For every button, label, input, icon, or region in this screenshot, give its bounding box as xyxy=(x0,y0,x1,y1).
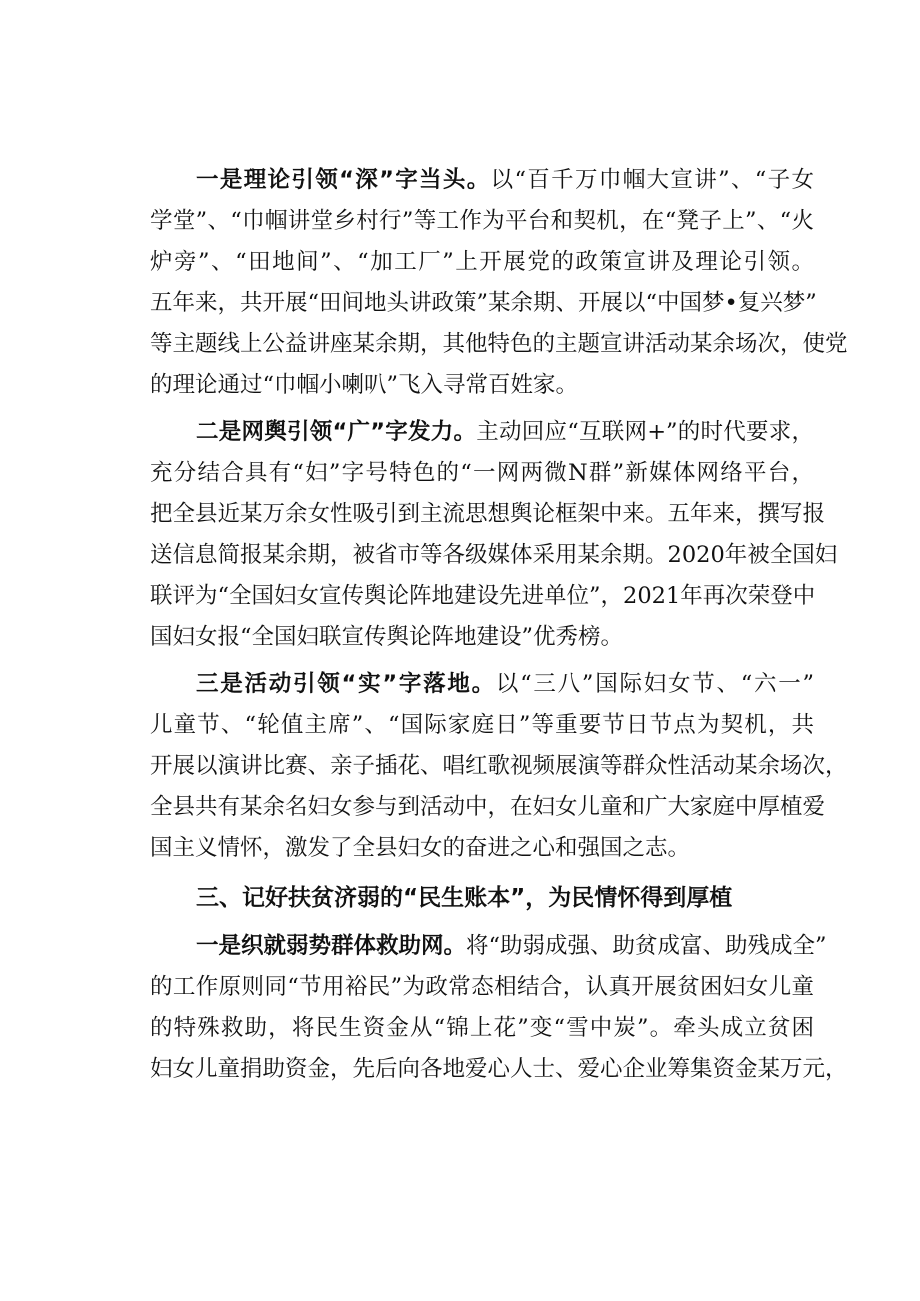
section-4-line-3: 的特殊救助，将民生资金从“锦上花”变“雪中炭”。牵头成立贫困 xyxy=(150,1015,814,1041)
section-3-line-1 xyxy=(196,668,814,700)
section-4-lead: 一是织就弱势群体救助网。 xyxy=(196,933,467,959)
section-heading: 三、记好扶贫济弱的“民生账本”，为民情怀得到厚植 xyxy=(196,885,733,911)
section-3-lead: 三是活动引领“实”字落地。 xyxy=(196,671,496,697)
section-1-line-4: 五年来，共开展“田间地头讲政策”某余期、开展以“中国梦•复兴梦” xyxy=(150,290,817,316)
section-2-line-4: 送信息简报某余期，被省市等各级媒体采用某余期。2020年被全国妇 xyxy=(150,542,838,568)
section-1-line-5: 等主题线上公益讲座某余期，其他特色的主题宣讲活动某余场次，使党 xyxy=(150,331,848,357)
section-1-line-2: 学堂”、“巾帼讲堂乡村行”等工作为平台和契机，在“凳子上”、“火 xyxy=(150,208,814,234)
section-2-lead: 二是网舆引领“广”字发力。 xyxy=(196,419,477,445)
section-4-line-4: 妇女儿童捐助资金，先后向各地爱心人士、爱心企业筹集资金某万元， xyxy=(150,1056,848,1082)
section-1-line-3: 炉旁”、“田地间”、“加工厂”上开展党的政策宣讲及理论引领。 xyxy=(150,249,814,275)
section-3-line-4: 全县共有某余名妇女参与到活动中，在妇女儿童和广大家庭中厚植爱 xyxy=(150,794,826,820)
section-3-line-5: 国主义情怀，激发了全县妇女的奋进之心和强国之志。 xyxy=(150,835,691,861)
section-3-line-3: 开展以演讲比赛、亲子插花、唱红歌视频展演等群众性活动某余场次， xyxy=(150,753,848,779)
section-2-line-3: 把全县近某万余女性吸引到主流思想舆论框架中来。五年来，撰写报 xyxy=(150,501,826,527)
section-1-lead: 一是理论引领“深”字当头。 xyxy=(196,167,491,193)
section-3-line-2: 儿童节、“轮值主席”、“国际家庭日”等重要节日节点为契机，共 xyxy=(150,712,814,738)
section-2-line-2: 充分结合具有“妇”字号特色的“一网两微N群”新媒体网络平台， xyxy=(150,460,814,486)
section-2-line-6: 国妇女报“全国妇联宣传舆论阵地建设”优秀榜。 xyxy=(150,624,624,650)
section-4-line-1 xyxy=(196,930,827,962)
section-1-line-6: 的理论通过“巾帼小喇叭”飞入寻常百姓家。 xyxy=(150,372,579,398)
section-2-text: 主动回应“互联网+”的时代要求， xyxy=(476,419,815,445)
section-3-text: 以“三八”国际妇女节、“六一” xyxy=(495,671,814,697)
section-2-line-1 xyxy=(196,416,814,448)
section-4-text: 将“助弱成强、助贫成富、助残成全” xyxy=(466,933,827,959)
section-4-line-2: 的工作原则同“节用裕民”为政常态相结合，认真开展贫困妇女儿童 xyxy=(150,974,814,1000)
section-1-line-1 xyxy=(196,164,814,196)
section-1-text: 以“百千万巾帼大宣讲”、“子女 xyxy=(490,167,814,193)
section-2-line-5: 联评为“全国妇女宣传舆论阵地建设先进单位”，2021年再次荣登中 xyxy=(150,583,816,609)
